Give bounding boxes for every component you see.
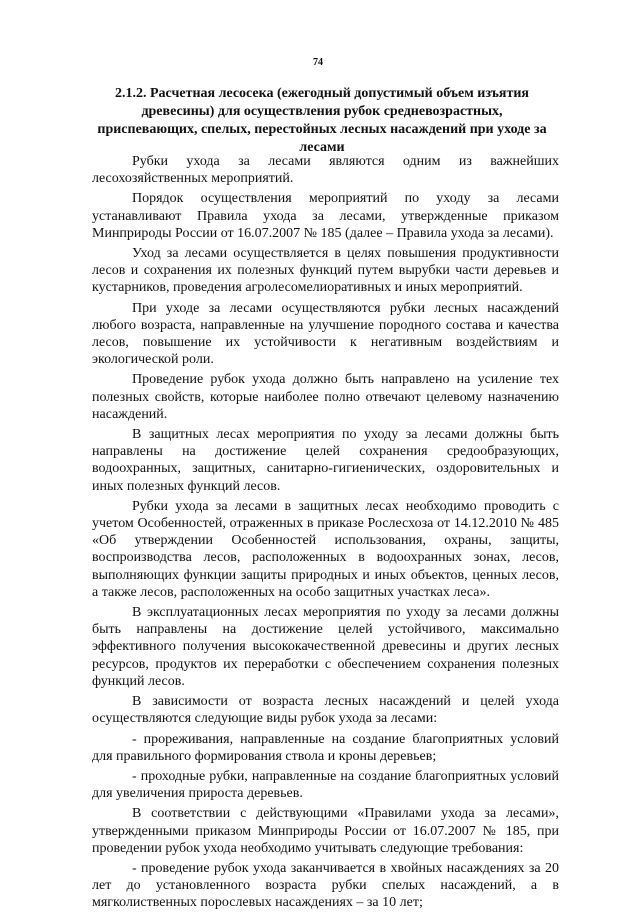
paragraph: Проведение рубок ухода должно быть направлено на усиление тех полезных свойств, которые наиболее полно отвечают целевому назначению насаждений. — [92, 372, 559, 422]
paragraph: В соответствии с действующими «Правилами ухода за лесами», утвержденными приказом Минприроды России от 16.07.2007 № 185, при проведении рубок ухода необходимо учитывать следующие требования: — [92, 806, 559, 856]
paragraph: В эксплуатационных лесах мероприятия по уходу за лесами должны быть направлены на достижение целей устойчивого, максимально эффективного получения высококачественной древесины и других лесных ресурсов, продуктов их переработки с обеспечением сохранения полезных функций лесов. — [92, 605, 559, 689]
list-item: - проходные рубки, направленные на создание благоприятных условий для увеличения прироста деревьев. — [92, 768, 559, 802]
document-body — [92, 153, 559, 915]
paragraph: Рубки ухода за лесами в защитных лесах необходимо проводить с учетом Особенностей, отраженных в приказе Рослесхоза от 14.12.2010 № 485 «Об утверждении Особенностей использования, охраны, защиты, воспроизводства лесов, расположенных в водоохранных зонах, лесов, выполняющих функции защиты природных и иных объектов, ценных лесов, а также лесов, расположенных на особо защитных участках леса». — [92, 498, 559, 600]
section-heading: 2.1.2. Расчетная лесосека (ежегодный допустимый объем изъятия древесины) для осуществления рубок средневозрастных, приспевающих, спелых, перестойных лесных насаждений при уходе за лесами — [97, 86, 547, 155]
page-number: 74 — [313, 57, 323, 68]
paragraph: Рубки ухода за лесами являются одним из важнейших лесохозяйственных мероприятий. — [92, 154, 559, 187]
list-item: - прореживания, направленные на создание благоприятных условий для правильного формирования ствола и кроны деревьев; — [92, 731, 559, 764]
list-item: - проведение рубок ухода заканчивается в хвойных насаждениях за 20 лет до установленного возраста рубки спелых насаждений, а в мягколиственных порослевых насаждениях – за 10 лет; — [92, 860, 559, 911]
paragraph: При уходе за лесами осуществляются рубки лесных насаждений любого возраста, направленные на улучшение породного состава и качества лесов, повышение их устойчивости к негативным воздействиям и экологической роли. — [92, 300, 559, 368]
paragraph: Уход за лесами осуществляется в целях повышения продуктивности лесов и сохранения их полезных функций путем вырубки части деревьев и кустарников, проведения агролесомелиоративных и иных мероприятий. — [92, 246, 559, 296]
paragraph: В защитных лесах мероприятия по уходу за лесами должны быть направлены на достижение целей сохранения средообразующих, водоохранных, защитных, санитарно-гигиенических, оздоровительных и иных полезных функций лесов. — [92, 427, 559, 494]
paragraph: Порядок осуществления мероприятий по уходу за лесами устанавливают Правила ухода за лесами, утвержденные приказом Минприроды России от 16.07.2007 № 185 (далее – Правила ухода за лесами). — [92, 191, 559, 241]
paragraph: В зависимости от возраста лесных насаждений и целей ухода осуществляются следующие виды рубок ухода за лесами: — [92, 694, 559, 727]
